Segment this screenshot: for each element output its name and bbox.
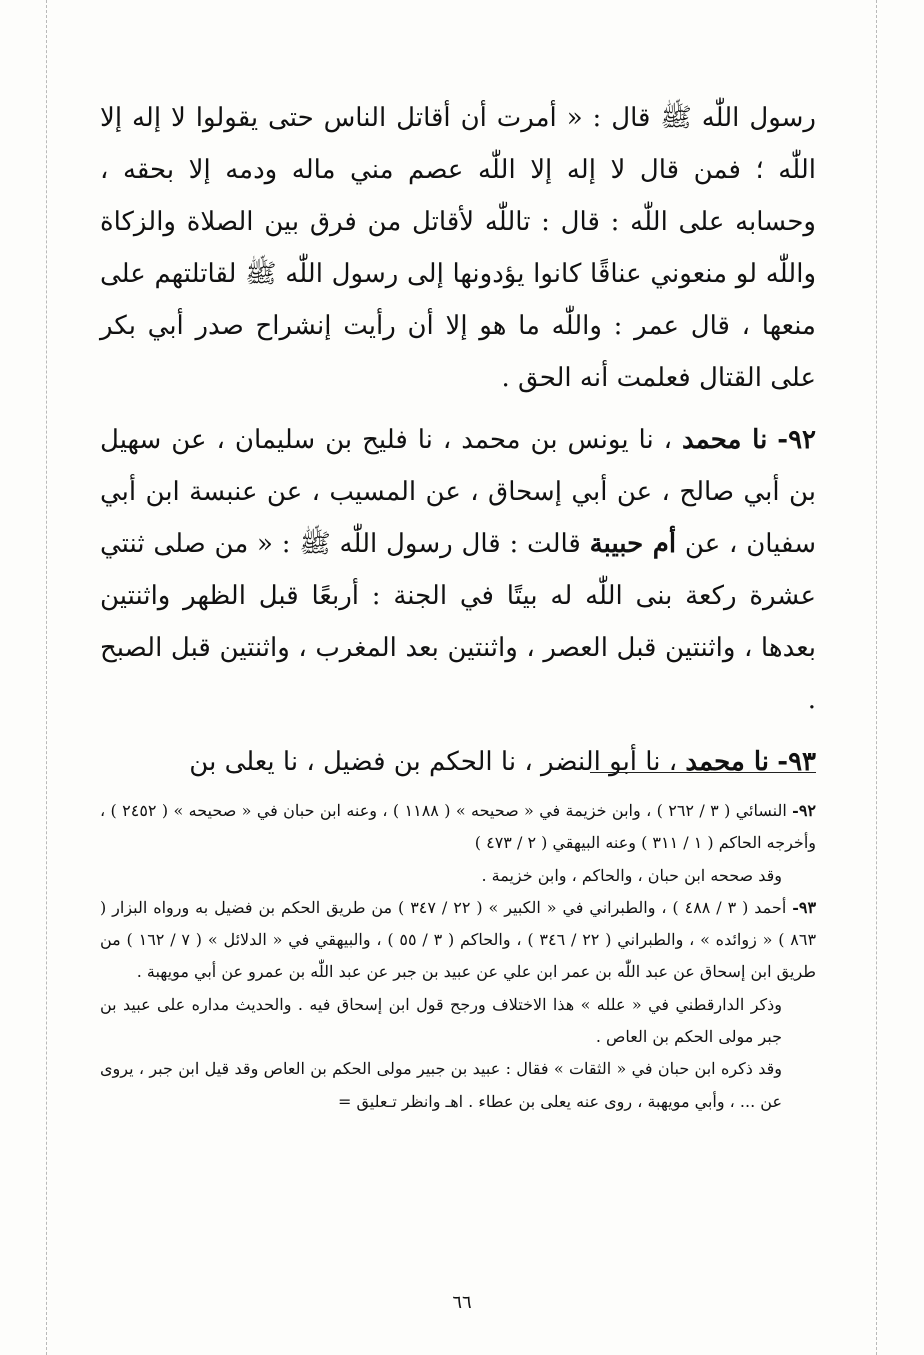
footnote-93 <box>100 892 816 989</box>
footnote-92-remark <box>100 860 816 892</box>
hadith-lead-93: نا محمد <box>685 747 769 777</box>
footnote-remark-93-a: وذكر الدارقطني في « علله » هذا الاختلاف ورجح قول ابن إسحاق فيه . والحديث مداره على عبيد بن جبر مولى الحكم بن العاص . <box>100 994 782 1047</box>
hadith-number-93: ٩٣- <box>777 747 816 777</box>
footnote-remark-92: وقد صححه ابن حبان ، والحاكم ، وابن خزيمة . <box>481 865 782 885</box>
footnote-92 <box>100 795 816 860</box>
scan-edge-left <box>46 0 47 1355</box>
paragraph-hadith-91-end <box>100 92 816 404</box>
footnote-93-remark-1 <box>100 989 816 1054</box>
footnote-remark-93-b: وقد ذكره ابن حبان في « الثقات » فقال : عبيد بن جبير مولى الحكم بن العاص وقد قيل ابن جبر ، يروى عن ... ، وأبي مويهبة ، روى عنه يعلى بن عطاء . اهـ وانظر تـعليق = <box>100 1059 782 1111</box>
hadith-matn-92: قالت : قال رسول اللّٰه ﷺ : « من صلى ثنتي عشرة ركعة بنى اللّٰه له بيتًا في الجنة : أربعًا قبل الظهر واثنتين بعدها ، واثنتين قبل العصر ، واثنتين بعد المغرب ، واثنتين قبل الصبح . <box>100 529 816 715</box>
hadith-number-92: ٩٢- <box>777 425 817 455</box>
paragraph-text: رسول اللّٰه ﷺ قال : « أمرت أن أقاتل الناس حتى يقولوا لا إله إلا اللّٰه ؛ فمن قال لا إله إلا اللّٰه عصم مني ماله ودمه إلا بحقه ، وحسابه على اللّٰه : قال : تاللّٰه لأقاتل من فرق بين الصلاة والزكاة واللّٰه لو منعوني عناقًا كانوا يؤدونها إلى رسول اللّٰه ﷺ لقاتلتهم على منعها ، قال عمر : واللّٰه ما هو إلا أن رأيت إنشراح صدر أبي بكر على القتال فعلمت أنه الحق . <box>100 103 816 393</box>
footnote-divider <box>590 772 816 773</box>
page-number: ٦٦ <box>452 1292 472 1313</box>
hadith-isnad-93: ، نا أبو النضر ، نا الحكم بن فضيل ، نا يعلى بن <box>189 747 678 777</box>
footnote-93-remark-2 <box>100 1053 816 1118</box>
footnote-number-92: ٩٢- <box>792 801 816 820</box>
hadith-isnad-92: ، نا يونس بن محمد ، نا فليح بن سليمان ، عن سهيل بن أبي صالح ، عن أبي إسحاق ، عن المسيب ، عن عنبسة ابن أبي سفيان ، عن <box>100 425 816 559</box>
main-text <box>100 92 816 788</box>
paragraph-hadith-93 <box>100 736 816 788</box>
footnote-text-92: النسائي ( ٣ / ٢٦٢ ) ، وابن خزيمة في « صحيحه » ( ١١٨٨ ) ، وعنه ابن حبان في « صحيحه » ( ٢٤٥٢ ) ، وأخرجه الحاكم ( ١ / ٣١١ ) وعنه البيهقي ( ٢ / ٤٧٣ ) <box>100 801 816 853</box>
footnote-text-93: أحمد ( ٣ / ٤٨٨ ) ، والطبراني في « الكبير » ( ٢٢ / ٣٤٧ ) من طريق الحكم بن فضيل به ورواه البزار ( ٨٦٣ ) « زوائده » ، والطبراني ( ٢٢ / ٣٤٦ ) ، والحاكم ( ٣ / ٥٥ ) ، والبيهقي في « الدلائل » ( ٧ / ١٦٢ ) من طريق ابن إسحاق عن عبد اللّٰه بن عمر ابن علي عن عبيد بن جبر عن عبد اللّٰه بن عمرو عن أبي مويهبة . <box>100 897 817 982</box>
footnotes <box>100 795 816 1118</box>
hadith-lead-92: نا محمد <box>682 425 768 455</box>
scan-edge-right <box>876 0 877 1355</box>
hadith-narrator-92: أم حبيبة <box>589 529 677 559</box>
paragraph-hadith-92 <box>100 414 816 726</box>
footnote-number-93: ٩٣- <box>792 897 817 917</box>
